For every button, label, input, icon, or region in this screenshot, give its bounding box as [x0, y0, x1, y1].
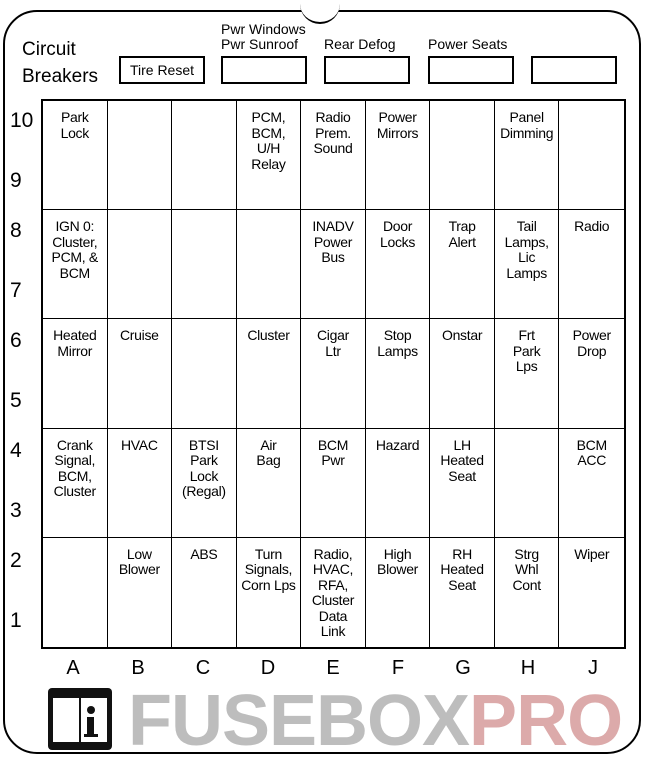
fuse-cell[interactable]: Wiper [574, 545, 610, 562]
column-label: H [520, 657, 536, 679]
column-label: F [391, 657, 405, 679]
fuse-cell[interactable]: Park Lock [43, 101, 108, 210]
fuse-cell[interactable]: Power Mirrors [366, 101, 431, 210]
fuse-cell[interactable] [559, 101, 624, 210]
fuse-cell[interactable]: Strg Whl Cont [495, 538, 560, 647]
fuse-cell[interactable] [43, 538, 108, 647]
fuse-cell[interactable] [430, 101, 495, 210]
fuse-cell[interactable]: Crank Signal, BCM, Cluster [43, 429, 108, 538]
column-label: B [131, 657, 145, 679]
column-label: E [326, 657, 340, 679]
info-book-icon [48, 688, 112, 750]
breaker-slot[interactable] [221, 56, 307, 84]
fuse-cell[interactable] [172, 101, 237, 210]
row-label: 8 [10, 219, 22, 242]
breaker-slot[interactable] [428, 56, 514, 84]
fuseboxpro-watermark: FUSEBOXPRO [128, 681, 623, 761]
fuse-cell[interactable]: Panel Dimming [495, 101, 560, 210]
fuse-cell[interactable]: Radio, HVAC, RFA, Cluster Data Link [301, 538, 366, 647]
fuse-cell[interactable] [237, 210, 302, 319]
breaker-slot[interactable] [531, 56, 617, 84]
row-label: 5 [10, 389, 22, 412]
column-label: J [588, 657, 598, 679]
fuse-cell[interactable]: Radio [559, 210, 624, 319]
fuse-cell[interactable]: BCM Pwr [301, 429, 366, 538]
fuse-cell[interactable]: ABS [172, 538, 237, 647]
breaker-label: Rear Defog [324, 36, 396, 52]
row-label: 4 [10, 439, 22, 462]
fuse-cell[interactable] [108, 210, 173, 319]
fuse-cell[interactable] [172, 319, 237, 428]
fuse-cell[interactable]: Power Drop [559, 319, 624, 428]
fuse-cell[interactable]: Cluster [237, 319, 302, 428]
row-label: 6 [10, 329, 22, 352]
fuse-cell[interactable]: Low Blower [108, 538, 173, 647]
breaker-slot[interactable]: Tire Reset [119, 56, 205, 84]
fuse-cell[interactable]: Trap Alert [430, 210, 495, 319]
fuse-cell[interactable]: Frt Park Lps [495, 319, 560, 428]
fuse-cell[interactable]: Onstar [430, 319, 495, 428]
row-label: 7 [10, 279, 22, 302]
row-label: 9 [10, 169, 22, 192]
fuse-cell[interactable]: INADV Power Bus [301, 210, 366, 319]
breaker-label: Pwr Windows Pwr Sunroof [221, 21, 306, 52]
column-label: C [195, 657, 211, 679]
fuse-cell[interactable]: BTSI Park Lock (Regal) [172, 429, 237, 538]
fuse-cell[interactable]: Hazard [366, 429, 431, 538]
breaker-label: Power Seats [428, 36, 508, 52]
column-label: G [455, 657, 471, 679]
fuse-cell[interactable]: Radio Prem. Sound [301, 101, 366, 210]
fuse-cell[interactable]: Turn Signals, Corn Lps [237, 538, 302, 647]
fuse-cell[interactable] [172, 210, 237, 319]
row-label: 3 [10, 499, 22, 522]
row-label: 2 [10, 549, 22, 572]
title-line-2: Breakers [22, 66, 99, 87]
fuse-grid [41, 99, 626, 649]
fuse-cell[interactable]: Heated Mirror [43, 319, 108, 428]
fuse-cell[interactable]: BCM ACC [559, 429, 624, 538]
fuse-cell[interactable]: HVAC [108, 429, 173, 538]
title-line-1: Circuit [22, 39, 76, 60]
fuse-cell[interactable]: Cruise [108, 319, 173, 428]
fuse-cell[interactable]: LH Heated Seat [430, 429, 495, 538]
fuse-cell[interactable] [495, 429, 560, 538]
fuse-cell[interactable]: PCM, BCM, U/H Relay [237, 101, 302, 210]
fuse-cell[interactable]: High Blower [366, 538, 431, 647]
column-label: A [66, 657, 80, 679]
circuit-breakers-title [22, 36, 98, 90]
fuse-cell[interactable]: Tail Lamps, Lic Lamps [495, 210, 560, 319]
fuse-cell[interactable]: Air Bag [237, 429, 302, 538]
fuse-cell[interactable]: IGN 0: Cluster, PCM, & BCM [43, 210, 108, 319]
fuse-cell[interactable]: Cigar Ltr [301, 319, 366, 428]
fuse-cell[interactable]: RH Heated Seat [430, 538, 495, 647]
breaker-slot[interactable] [324, 56, 410, 84]
fuse-cell[interactable]: Door Locks [366, 210, 431, 319]
fuse-cell[interactable] [108, 101, 173, 210]
row-label: 10 [10, 109, 34, 132]
column-label: D [260, 657, 276, 679]
row-label: 1 [10, 609, 22, 632]
fuse-cell[interactable]: Stop Lamps [366, 319, 431, 428]
